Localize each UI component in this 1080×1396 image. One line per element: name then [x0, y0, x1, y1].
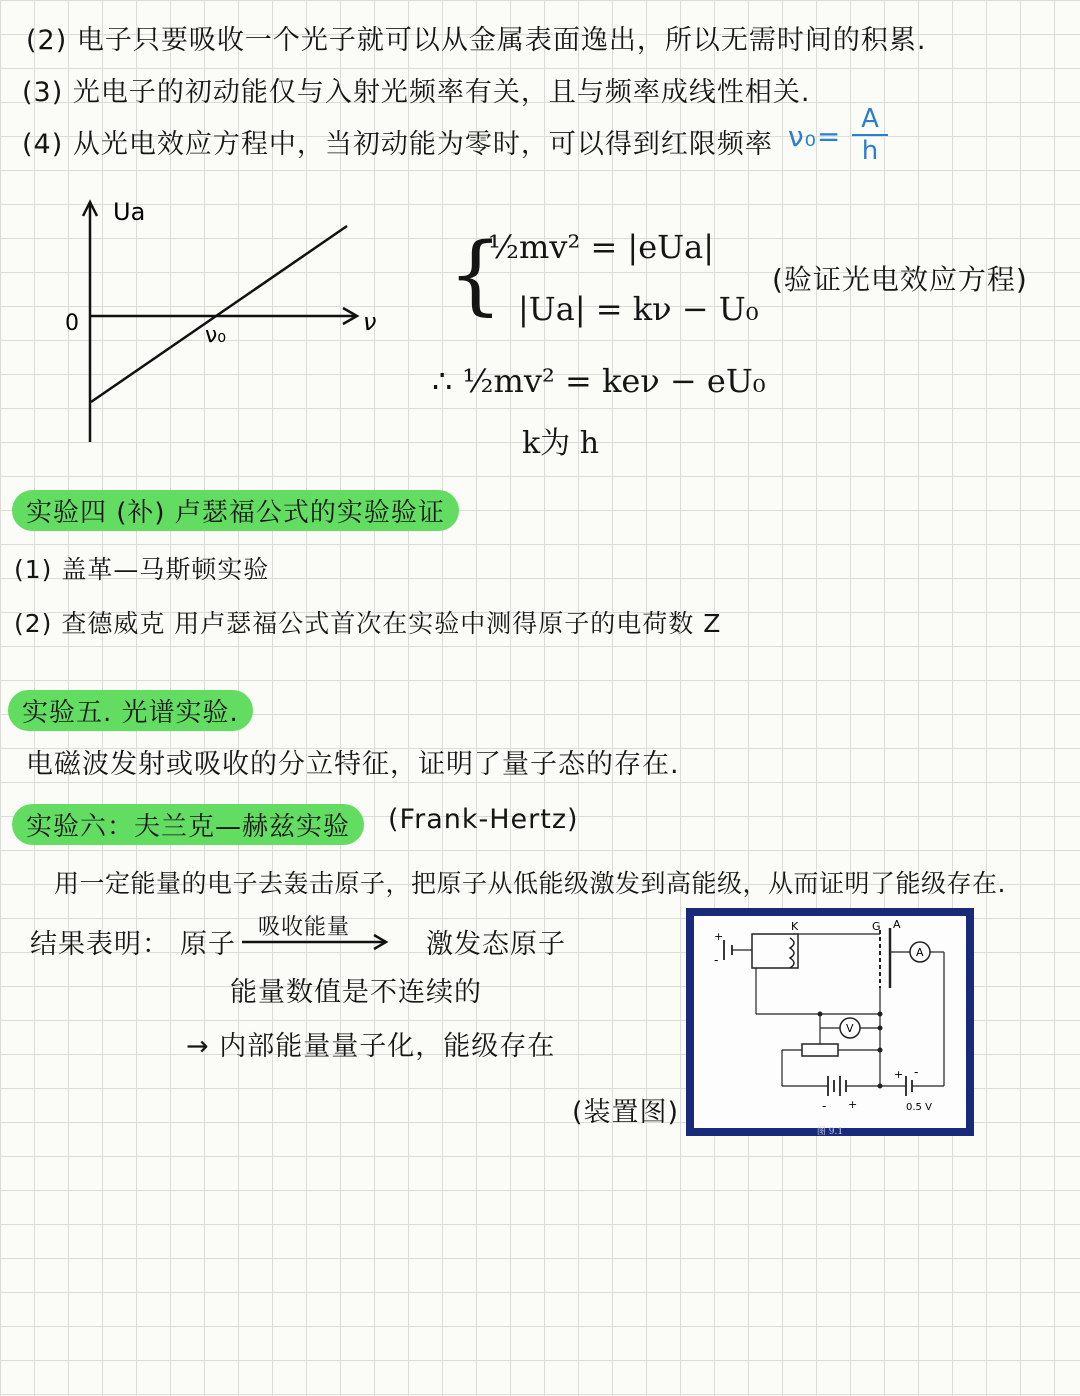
heater-plus: + — [714, 930, 724, 943]
note-line-2: (2) 电子只要吸收一个光子就可以从金属表面逸出，所以无需时间的积累. — [26, 25, 927, 56]
experiment-6-text: 用一定能量的电子去轰击原子，把原子从低能级激发到高能级，从而证明了能级存在. — [54, 869, 1006, 898]
formula-denominator: h — [861, 136, 879, 166]
absorb-arrow — [240, 932, 390, 952]
x-axis-label: ν — [363, 308, 377, 336]
experiment-4-item-2: (2) 查德威克 用卢瑟福公式首次在实验中测得原子的电荷数 Z — [14, 609, 722, 638]
y-axis-label: Ua — [113, 198, 146, 226]
experiment-6-title-en: (Frank-Hertz) — [388, 804, 579, 835]
acc-plus: + — [848, 1098, 858, 1111]
experiment-5-text: 电磁波发射或吸收的分立特征，证明了量子态的存在. — [26, 749, 680, 780]
note-line-4: (4) 从光电效应方程中，当初动能为零时，可以得到红限频率 — [22, 129, 773, 160]
result-label: 结果表明： — [30, 929, 170, 960]
filament — [790, 938, 794, 968]
discontinuous-text: 能量数值是不连续的 — [230, 977, 482, 1008]
retard-plus: + — [894, 1068, 904, 1081]
experiment-6-title: 实验六：夫兰克—赫兹实验 — [12, 804, 364, 845]
red-limit-formula-left: ν₀= — [788, 120, 842, 153]
equation-3: ∴ ½mv² = keν − eU₀ — [432, 362, 766, 400]
experiment-4-item-1: (1) 盖革—马斯顿实验 — [14, 555, 270, 584]
equation-4: k为 h — [522, 426, 600, 461]
ammeter-label: A — [916, 946, 924, 959]
rheostat — [802, 1044, 838, 1056]
intercept-label: ν₀ — [205, 323, 227, 348]
figure-caption: 图 9.1 — [816, 1127, 844, 1137]
verify-note: (验证光电效应方程) — [772, 263, 1028, 296]
retard-minus: - — [914, 1065, 919, 1079]
arrow-label: 吸收能量 — [258, 915, 351, 940]
device-label: (装置图) — [572, 1097, 680, 1128]
formula-numerator: A — [861, 104, 879, 134]
voltage-label: 0.5 V — [906, 1102, 932, 1113]
experiment-5-title: 实验五. 光谱实验. — [8, 690, 253, 731]
ua-line — [91, 226, 347, 402]
note-line-3: (3) 光电子的初动能仅与入射光频率有关，且与频率成线性相关. — [22, 77, 811, 108]
voltmeter-label: V — [846, 1022, 854, 1035]
origin-label: 0 — [65, 311, 79, 336]
conclusion-text: → 内部能量量子化，能级存在 — [186, 1031, 556, 1062]
label-a: A — [893, 918, 901, 931]
experiment-4-title: 实验四 (补) 卢瑟福公式的实验验证 — [12, 490, 459, 531]
label-g: G — [872, 920, 881, 933]
equation-2: |Ua| = kν − U₀ — [518, 290, 759, 328]
brace: { — [448, 225, 503, 325]
red-limit-formula-fraction — [852, 106, 888, 164]
heater-minus: - — [714, 953, 719, 967]
apparatus-diagram — [694, 916, 966, 1128]
label-k: K — [791, 920, 799, 933]
stopping-voltage-graph — [55, 190, 395, 450]
equation-1: ½mv² = |eUa| — [488, 228, 714, 266]
acc-minus: - — [822, 1099, 827, 1113]
excited-atom-label: 激发态原子 — [426, 929, 566, 960]
atom-label: 原子 — [180, 929, 236, 960]
apparatus-figure — [686, 908, 974, 1136]
